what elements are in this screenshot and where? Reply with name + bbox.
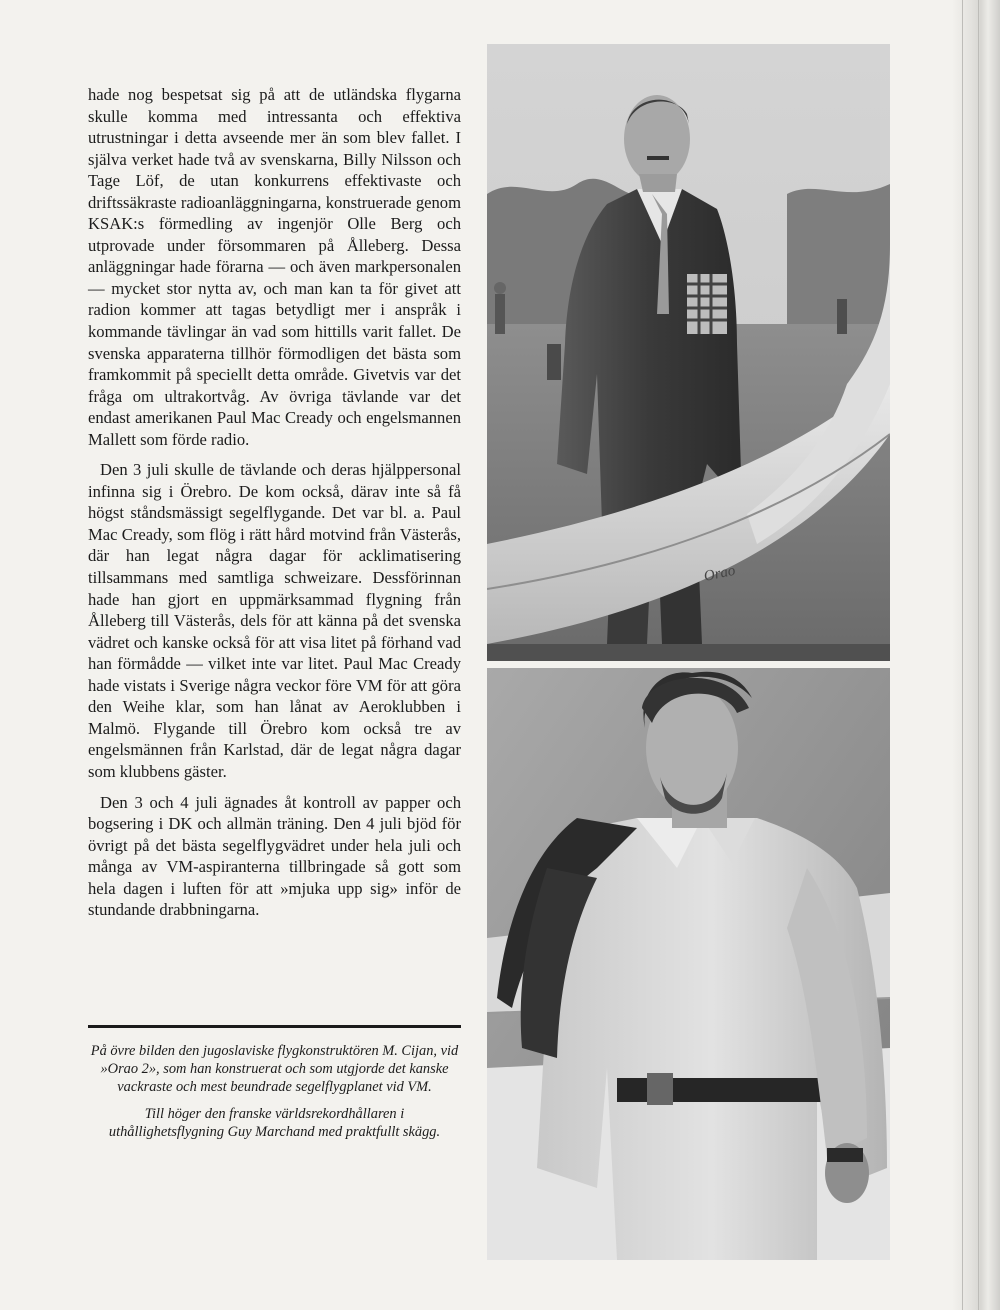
photo-captions xyxy=(88,1042,461,1141)
photo-man-by-glider xyxy=(487,44,890,661)
page-edge xyxy=(952,0,1000,1310)
paragraph: Den 3 juli skulle de tävlande och deras hjälppersonal infinna sig i Örebro. De kom också, därav inte så få högst ståndsmässigt segelflygande. Det var bl. a. Paul Mac Cready, som flög i rätt hård motvind från Västerås, där han legat några dagar för acklimatisering tillsammans med samtliga schweizare. Dessförinnan hade han gjort en uppmärksammad flygning från Ålleberg till Västerås, dels för att känna på det svenska vädret och kanske också för att visa litet på förhand vad han förmådde — vilket inte var litet. Paul Mac Cready hade vistats i Sverige några veckor före VM för att göra den Weihe klar, som han lånat av Aeroklubben i Malmö. Flygande till Örebro kom också tre av engelsmännen från Karlstad, där de legat några dagar som klubbens gäster. xyxy=(88,460,461,781)
caption-bottom-photo: Till höger den franske världsrekordhållaren i uthållighetsflygning Guy Marchand med praktfullt skägg. xyxy=(108,1105,441,1140)
caption-top-photo: På övre bilden den jugoslaviske flygkonstruktören M. Cijan, vid »Orao 2», som han konstruerat och som utgjorde det kanske vackraste och mest beundrade segelflygplanet vid VM. xyxy=(90,1043,459,1096)
photo-bearded-man xyxy=(487,668,890,1260)
article-text xyxy=(88,84,461,921)
caption-divider xyxy=(88,1025,461,1028)
paragraph: Den 3 och 4 juli ägnades åt kontroll av papper och bogsering i DK och allmän träning. Den 4 juli bjöd för övrigt på det bästa segelflygvädret under hela juli och många av VM-aspiranterna tillbringade så gott som hela dagen i luften för att »mjuka upp sig» inför de stundande drabbningarna. xyxy=(88,792,461,920)
page-edge-line xyxy=(962,0,963,1310)
glider-tail-marking: Orao xyxy=(702,562,737,585)
paragraph: hade nog bespetsat sig på att de utländska flygarna skulle komma med intressanta och effektiva utrustningar i detta avseende mer än som blev fallet. I själva verket hade två av svenskarna, Billy Nilsson och Tage Löf, de utan konkurrens effektivaste och driftssäkraste radioanläggningarna, konstruerade genom KSAK:s förmedling av ingenjör Olle Berg och utprovade under försommaren på Ålleberg. Dessa anläggningar hade förarna — och även markpersonalen — mycket stor nytta av, och man kan ta för givet att radion kommer att tagas betydligt mer i anspråk i kommande tävlingar än vad som hittills varit fallet. De svenska apparaterna tillhör förmodligen det bästa som framkommit på speciellt detta område. Givetvis var det fråga om ultrakortvåg. Av övriga tävlande var det endast amerikanen Paul Mac Cready och engelsmannen Mallett som förde radio. xyxy=(88,85,461,449)
page-edge-line xyxy=(978,0,979,1310)
